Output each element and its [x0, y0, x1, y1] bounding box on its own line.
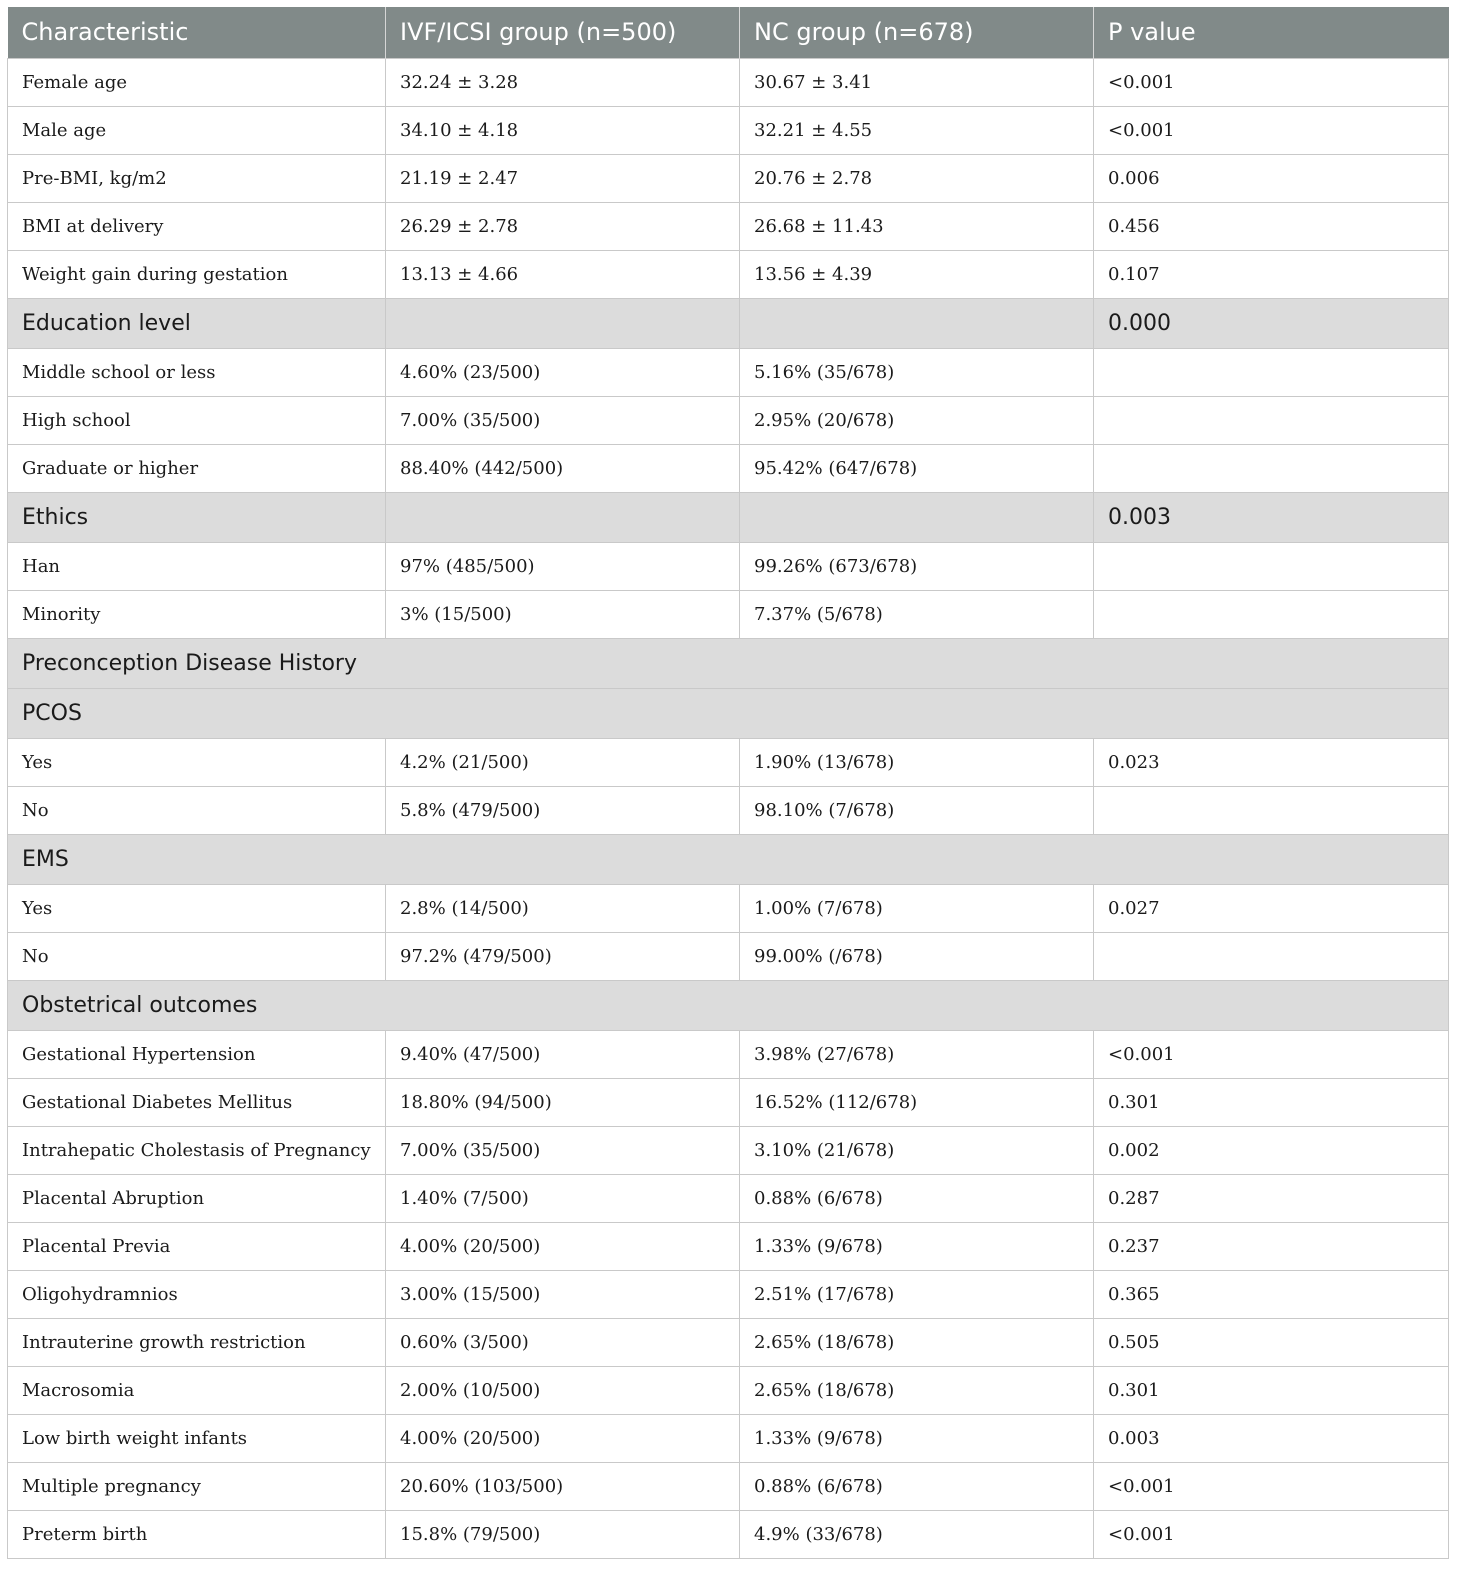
table-row [8, 396, 1449, 444]
p-value-cell: 0.003 [1094, 1414, 1449, 1462]
nc-group-cell: 99.00% (/678) [740, 932, 1094, 980]
table-row [8, 58, 1449, 106]
p-value-cell: <0.001 [1094, 58, 1449, 106]
p-value-cell [1094, 932, 1449, 980]
p-value-cell [1094, 348, 1449, 396]
characteristic-cell: Placental Previa [8, 1222, 386, 1270]
characteristic-cell: Multiple pregnancy [8, 1462, 386, 1510]
ivf-icsi-cell: 3.00% (15/500) [386, 1270, 740, 1318]
characteristic-cell: No [8, 932, 386, 980]
ivf-icsi-cell: 18.80% (94/500) [386, 1078, 740, 1126]
ivf-icsi-cell: 0.60% (3/500) [386, 1318, 740, 1366]
p-value-cell [1094, 396, 1449, 444]
nc-group-cell: 30.67 ± 3.41 [740, 58, 1094, 106]
table-row [8, 1222, 1449, 1270]
nc-group-cell: 2.95% (20/678) [740, 396, 1094, 444]
nc-group-cell: 3.10% (21/678) [740, 1126, 1094, 1174]
nc-group-cell: 32.21 ± 4.55 [740, 106, 1094, 154]
table-row [8, 1030, 1449, 1078]
characteristic-cell: Pre-BMI, kg/m2 [8, 154, 386, 202]
characteristics-table-container [7, 7, 1448, 1559]
ivf-icsi-cell: 34.10 ± 4.18 [386, 106, 740, 154]
table-row [8, 1414, 1449, 1462]
nc-group-cell: 4.9% (33/678) [740, 1510, 1094, 1558]
table-row [8, 1078, 1449, 1126]
p-value-cell: 0.287 [1094, 1174, 1449, 1222]
characteristic-cell: Preterm birth [8, 1510, 386, 1558]
header-row [8, 7, 1449, 58]
nc-group-cell: 98.10% (7/678) [740, 786, 1094, 834]
section-row [8, 638, 1449, 688]
nc-group-cell: 99.26% (673/678) [740, 542, 1094, 590]
section-label: Education level [8, 298, 386, 348]
characteristic-cell: Yes [8, 738, 386, 786]
ivf-icsi-cell: 88.40% (442/500) [386, 444, 740, 492]
characteristic-cell: Weight gain during gestation [8, 250, 386, 298]
nc-group-cell: 2.65% (18/678) [740, 1366, 1094, 1414]
characteristic-cell: Middle school or less [8, 348, 386, 396]
section-p-value: 0.003 [1094, 492, 1449, 542]
p-value-cell: <0.001 [1094, 1510, 1449, 1558]
table-header [8, 7, 1449, 58]
nc-group-cell: 16.52% (112/678) [740, 1078, 1094, 1126]
ivf-icsi-cell: 32.24 ± 3.28 [386, 58, 740, 106]
characteristic-cell: Oligohydramnios [8, 1270, 386, 1318]
table-row [8, 154, 1449, 202]
table-row [8, 1126, 1449, 1174]
table-row [8, 738, 1449, 786]
characteristic-cell: Gestational Diabetes Mellitus [8, 1078, 386, 1126]
section-row [8, 980, 1449, 1030]
ivf-icsi-cell: 97% (485/500) [386, 542, 740, 590]
section-empty-cell [740, 298, 1094, 348]
section-label: EMS [8, 834, 1449, 884]
p-value-cell: 0.301 [1094, 1366, 1449, 1414]
p-value-cell: <0.001 [1094, 1030, 1449, 1078]
table-row [8, 348, 1449, 396]
ivf-icsi-cell: 20.60% (103/500) [386, 1462, 740, 1510]
section-label: Ethics [8, 492, 386, 542]
nc-group-cell: 1.33% (9/678) [740, 1414, 1094, 1462]
p-value-cell: 0.023 [1094, 738, 1449, 786]
nc-group-cell: 1.90% (13/678) [740, 738, 1094, 786]
ivf-icsi-cell: 4.60% (23/500) [386, 348, 740, 396]
ivf-icsi-cell: 9.40% (47/500) [386, 1030, 740, 1078]
characteristic-cell: Gestational Hypertension [8, 1030, 386, 1078]
characteristic-cell: Intrahepatic Cholestasis of Pregnancy [8, 1126, 386, 1174]
table-row [8, 202, 1449, 250]
p-value-cell: 0.456 [1094, 202, 1449, 250]
characteristic-cell: High school [8, 396, 386, 444]
section-label: Obstetrical outcomes [8, 980, 1449, 1030]
section-empty-cell [740, 492, 1094, 542]
nc-group-cell: 2.65% (18/678) [740, 1318, 1094, 1366]
header-p-value: P value [1094, 7, 1449, 58]
ivf-icsi-cell: 2.8% (14/500) [386, 884, 740, 932]
p-value-cell: 0.002 [1094, 1126, 1449, 1174]
characteristic-cell: Low birth weight infants [8, 1414, 386, 1462]
characteristic-cell: Han [8, 542, 386, 590]
p-value-cell: <0.001 [1094, 106, 1449, 154]
ivf-icsi-cell: 26.29 ± 2.78 [386, 202, 740, 250]
p-value-cell: 0.027 [1094, 884, 1449, 932]
table-row [8, 1318, 1449, 1366]
p-value-cell: 0.006 [1094, 154, 1449, 202]
ivf-icsi-cell: 4.2% (21/500) [386, 738, 740, 786]
nc-group-cell: 20.76 ± 2.78 [740, 154, 1094, 202]
section-row [8, 834, 1449, 884]
p-value-cell: 0.301 [1094, 1078, 1449, 1126]
ivf-icsi-cell: 5.8% (479/500) [386, 786, 740, 834]
p-value-cell: 0.107 [1094, 250, 1449, 298]
characteristic-cell: Macrosomia [8, 1366, 386, 1414]
table-row [8, 1366, 1449, 1414]
section-label: PCOS [8, 688, 1449, 738]
characteristic-cell: Graduate or higher [8, 444, 386, 492]
nc-group-cell: 5.16% (35/678) [740, 348, 1094, 396]
table-row [8, 1270, 1449, 1318]
table-row [8, 250, 1449, 298]
characteristic-cell: Intrauterine growth restriction [8, 1318, 386, 1366]
nc-group-cell: 2.51% (17/678) [740, 1270, 1094, 1318]
table-row [8, 590, 1449, 638]
ivf-icsi-cell: 21.19 ± 2.47 [386, 154, 740, 202]
ivf-icsi-cell: 7.00% (35/500) [386, 396, 740, 444]
ivf-icsi-cell: 3% (15/500) [386, 590, 740, 638]
section-empty-cell [386, 492, 740, 542]
p-value-cell: 0.505 [1094, 1318, 1449, 1366]
nc-group-cell: 26.68 ± 11.43 [740, 202, 1094, 250]
p-value-cell: 0.237 [1094, 1222, 1449, 1270]
section-row [8, 688, 1449, 738]
ivf-icsi-cell: 15.8% (79/500) [386, 1510, 740, 1558]
table-row [8, 1174, 1449, 1222]
p-value-cell: <0.001 [1094, 1462, 1449, 1510]
characteristic-cell: No [8, 786, 386, 834]
p-value-cell [1094, 786, 1449, 834]
table-row [8, 106, 1449, 154]
ivf-icsi-cell: 4.00% (20/500) [386, 1414, 740, 1462]
characteristic-cell: Male age [8, 106, 386, 154]
characteristic-cell: Placental Abruption [8, 1174, 386, 1222]
p-value-cell [1094, 444, 1449, 492]
header-ivf-icsi-group: IVF/ICSI group (n=500) [386, 7, 740, 58]
p-value-cell [1094, 590, 1449, 638]
characteristic-cell: BMI at delivery [8, 202, 386, 250]
ivf-icsi-cell: 7.00% (35/500) [386, 1126, 740, 1174]
table-row [8, 786, 1449, 834]
nc-group-cell: 1.33% (9/678) [740, 1222, 1094, 1270]
header-characteristic: Characteristic [8, 7, 386, 58]
ivf-icsi-cell: 13.13 ± 4.66 [386, 250, 740, 298]
section-p-value: 0.000 [1094, 298, 1449, 348]
characteristic-cell: Yes [8, 884, 386, 932]
nc-group-cell: 7.37% (5/678) [740, 590, 1094, 638]
section-label: Preconception Disease History [8, 638, 1449, 688]
characteristic-cell: Female age [8, 58, 386, 106]
ivf-icsi-cell: 4.00% (20/500) [386, 1222, 740, 1270]
nc-group-cell: 3.98% (27/678) [740, 1030, 1094, 1078]
ivf-icsi-cell: 1.40% (7/500) [386, 1174, 740, 1222]
table-row [8, 1510, 1449, 1558]
table-row [8, 932, 1449, 980]
table-row [8, 884, 1449, 932]
nc-group-cell: 13.56 ± 4.39 [740, 250, 1094, 298]
ivf-icsi-cell: 97.2% (479/500) [386, 932, 740, 980]
p-value-cell: 0.365 [1094, 1270, 1449, 1318]
header-nc-group: NC group (n=678) [740, 7, 1094, 58]
nc-group-cell: 1.00% (7/678) [740, 884, 1094, 932]
characteristics-table [7, 7, 1449, 1559]
nc-group-cell: 95.42% (647/678) [740, 444, 1094, 492]
nc-group-cell: 0.88% (6/678) [740, 1174, 1094, 1222]
p-value-cell [1094, 542, 1449, 590]
table-row [8, 444, 1449, 492]
section-row [8, 492, 1449, 542]
section-empty-cell [386, 298, 740, 348]
table-body [8, 58, 1449, 1558]
characteristic-cell: Minority [8, 590, 386, 638]
section-row [8, 298, 1449, 348]
nc-group-cell: 0.88% (6/678) [740, 1462, 1094, 1510]
ivf-icsi-cell: 2.00% (10/500) [386, 1366, 740, 1414]
table-row [8, 1462, 1449, 1510]
table-row [8, 542, 1449, 590]
